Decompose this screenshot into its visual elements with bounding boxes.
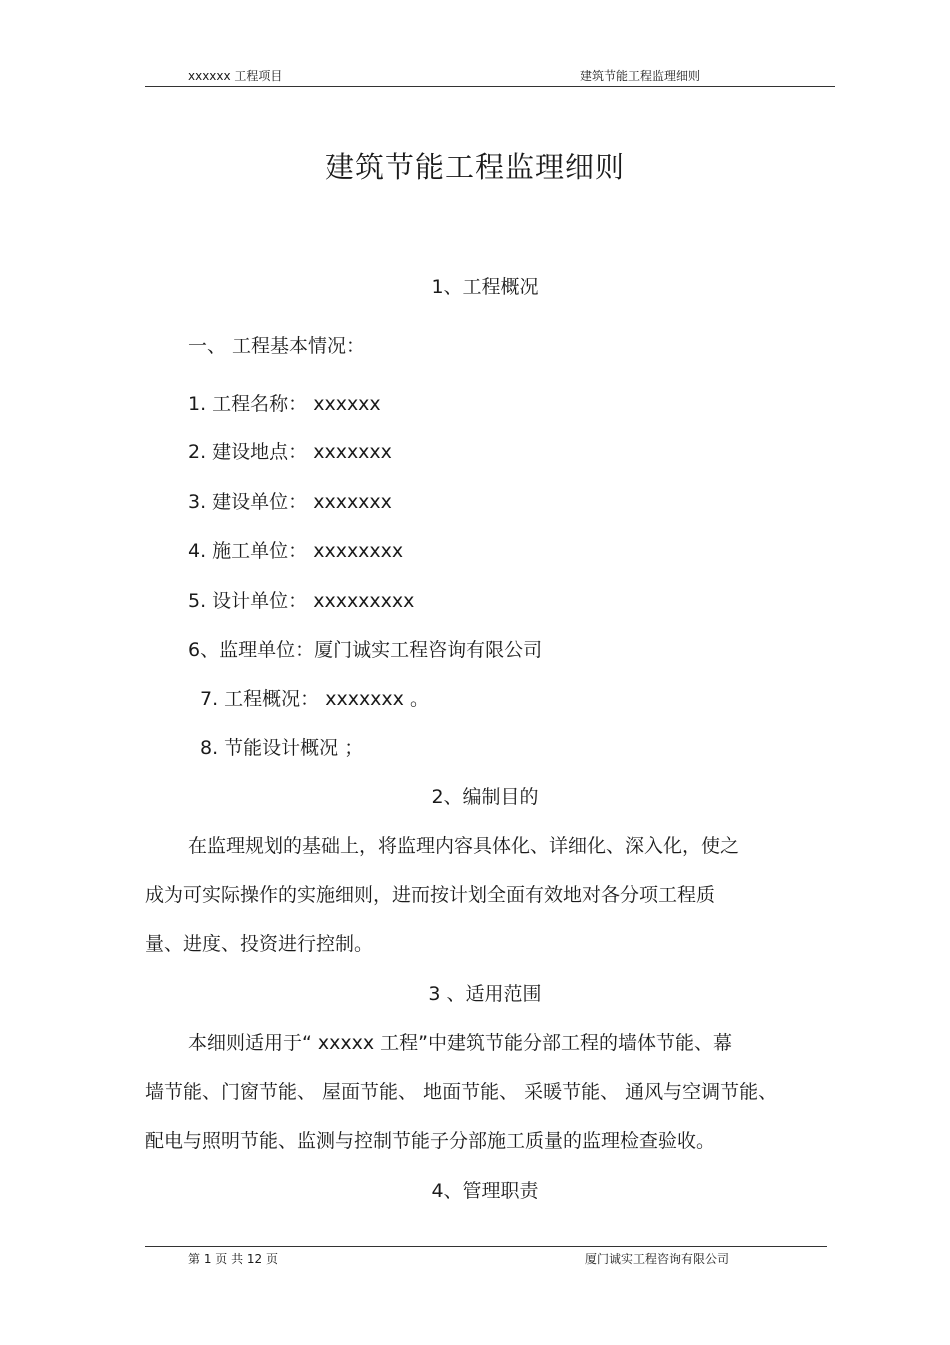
section-heading-scope: 3 、适用范围 [428, 983, 542, 1005]
list-item: 5. 设计单位： xxxxxxxxx [188, 590, 415, 612]
paragraph-line: 在监理规划的基础上，将监理内容具体化、详细化、深入化，使之 [188, 835, 740, 857]
list-item: 3. 建设单位： xxxxxxx [188, 491, 392, 513]
header-project: xxxxxx 工程项目 [188, 69, 283, 83]
header-rule [145, 86, 835, 87]
header-doc-title: 建筑节能工程监理细则 [580, 69, 701, 83]
page-title: 建筑节能工程监理细则 [324, 150, 625, 184]
section-heading-responsibilities: 4、管理职责 [431, 1180, 539, 1202]
list-item: 1. 工程名称： xxxxxx [188, 393, 381, 415]
footer-rule [145, 1246, 827, 1247]
list-item: 6、监理单位：厦门诚实工程咨询有限公司 [188, 639, 543, 661]
paragraph-line: 量、进度、投资进行控制。 [145, 933, 374, 955]
subsection-basic-info: 一、 工程基本情况： [188, 335, 366, 357]
footer-page-number: 第 1 页 共 12 页 [188, 1252, 278, 1266]
section-heading-purpose: 2、编制目的 [431, 786, 539, 808]
paragraph-line: 配电与照明节能、监测与控制节能子分部施工质量的监理检查验收。 [145, 1130, 716, 1152]
paragraph-line: 墙节能、门窗节能、 屋面节能、 地面节能、 采暖节能、 通风与空调节能、 [145, 1081, 778, 1103]
list-item: 7. 工程概况： xxxxxxx 。 [200, 688, 429, 710]
paragraph-line: 本细则适用于“ xxxxx 工程”中建筑节能分部工程的墙体节能、幕 [188, 1032, 732, 1054]
footer-company: 厦门诚实工程咨询有限公司 [585, 1252, 730, 1266]
list-item: 2. 建设地点： xxxxxxx [188, 441, 392, 463]
list-item: 4. 施工单位： xxxxxxxx [188, 540, 404, 562]
section-heading-overview: 1、工程概况 [431, 276, 539, 298]
paragraph-line: 成为可实际操作的实施细则，进而按计划全面有效地对各分项工程质 [145, 884, 716, 906]
list-item: 8. 节能设计概况 ； [200, 737, 364, 759]
